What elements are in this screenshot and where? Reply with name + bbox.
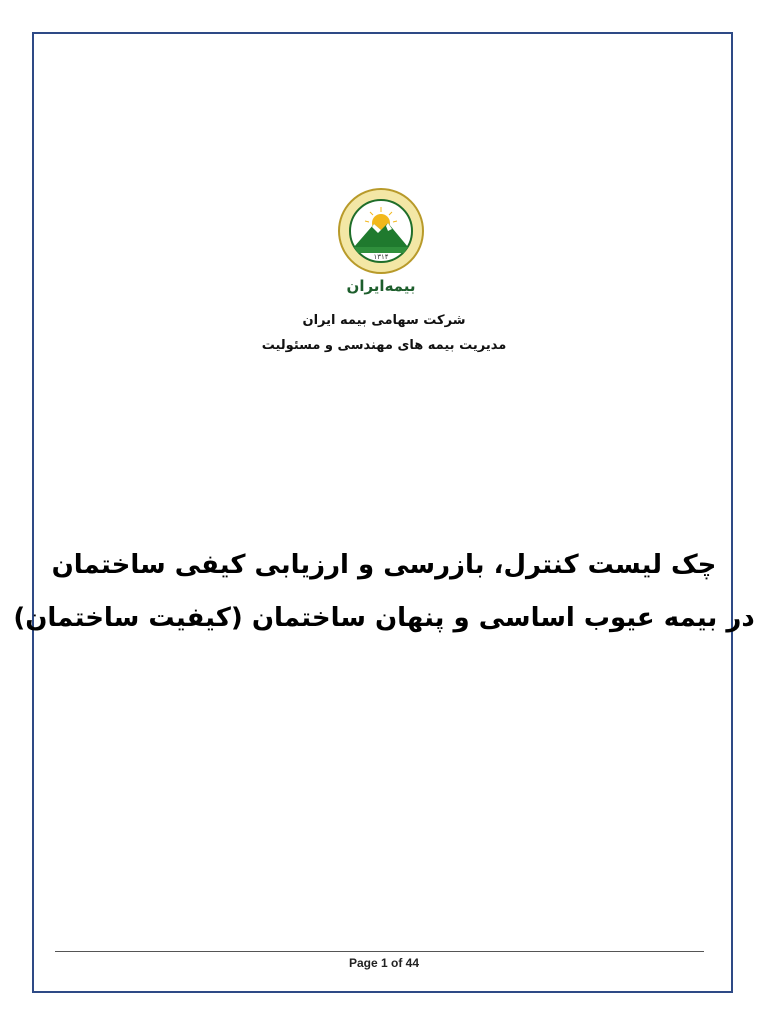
page-number: Page 1 of 44 — [348, 956, 420, 970]
document-title-line-2: در بیمه عیوب اساسی و پنهان ساختمان (کیفیت ساختمان) — [13, 603, 755, 633]
company-name: شرکت سهامی بیمه ایران — [302, 313, 466, 328]
bime-iran-logo — [332, 187, 430, 297]
document-title-line-1: چک لیست کنترل، بازرسی و ارزیابی کیفی ساختمان — [51, 550, 717, 580]
page-border — [32, 32, 733, 993]
logo-brand-text: بیمه‌ایران — [346, 277, 416, 295]
department-name: مدیریت بیمه های مهندسی و مسئولیت — [261, 338, 507, 353]
logo-year-text: ۱۳۱۴ — [373, 253, 389, 261]
footer-divider — [55, 951, 704, 952]
